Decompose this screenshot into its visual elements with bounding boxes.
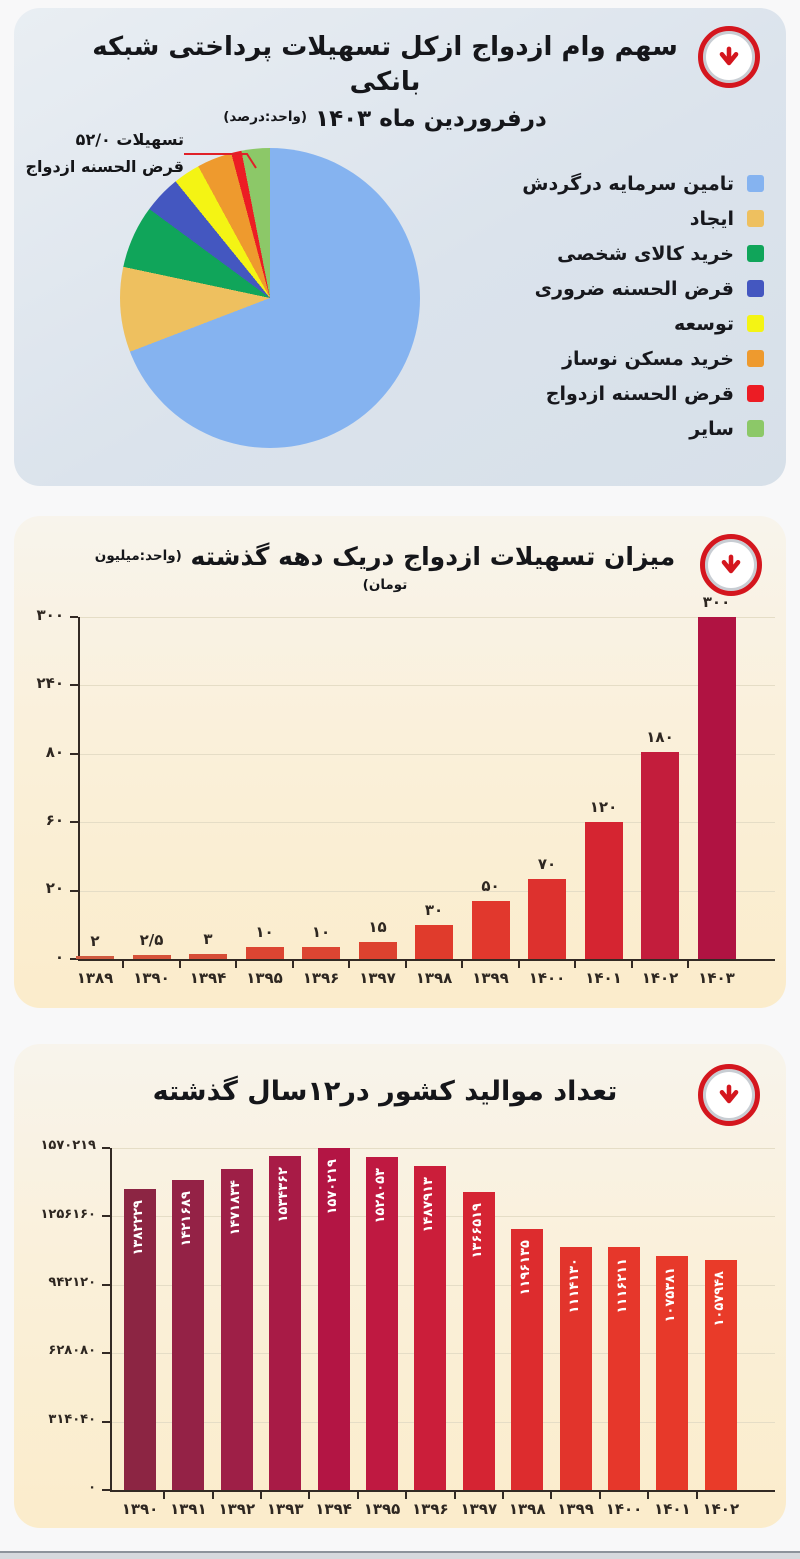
bar-value-label: ۱۰۷۵۳۸۱	[663, 1266, 679, 1323]
bar	[528, 879, 566, 959]
bar-value-label: ۳۰	[424, 900, 444, 919]
legend-item	[522, 306, 764, 341]
x-axis-tick	[647, 1492, 649, 1499]
legend-item	[522, 271, 764, 306]
x-axis-line	[78, 959, 775, 961]
legend-swatch	[747, 210, 764, 227]
x-axis-tick	[405, 961, 407, 968]
y-axis-tick	[102, 1489, 110, 1491]
legend-label: قرض الحسنه ضروری	[534, 277, 734, 300]
pie-annotation-value: ۵۲/۰	[75, 130, 111, 149]
legend-swatch	[747, 350, 764, 367]
legend-label: توسعه	[674, 312, 734, 335]
x-tick-label: ۱۴۰۲	[641, 969, 679, 987]
x-tick-label: ۱۳۹۸	[508, 1500, 546, 1518]
x-axis-tick	[687, 961, 689, 968]
bar	[415, 925, 453, 959]
bar	[246, 947, 284, 959]
legend-item	[522, 411, 764, 446]
x-axis-line	[110, 1490, 775, 1492]
bar	[641, 752, 679, 959]
loans-bar-chart	[14, 516, 786, 1008]
bar	[189, 954, 227, 959]
bar-value-label: ۲/۵	[139, 930, 164, 949]
circled-down-arrow-icon	[698, 26, 760, 88]
x-tick-label: ۱۴۰۱	[654, 1500, 691, 1518]
x-tick-label: ۱۳۹۶	[302, 969, 340, 987]
x-axis-tick	[308, 1492, 310, 1499]
x-tick-label: ۱۳۹۰	[121, 1500, 159, 1518]
x-tick-label: ۱۴۰۲	[702, 1500, 740, 1518]
bar-value-label: ۲	[90, 931, 100, 950]
y-tick-label: ۶۲۸۰۸۰	[48, 1343, 96, 1359]
y-axis-tick	[102, 1215, 110, 1217]
bar	[359, 942, 397, 959]
x-axis-tick	[357, 1492, 359, 1499]
x-tick-label: ۱۳۹۴	[189, 969, 227, 987]
x-tick-label: ۱۳۹۸	[415, 969, 453, 987]
x-tick-label: ۱۳۹۹	[472, 969, 509, 987]
x-tick-label: ۱۳۹۳	[266, 1500, 304, 1518]
pie-annotation-line1: تسهیلات ۵۲/۰	[75, 130, 184, 149]
births-section-panel	[14, 1044, 786, 1528]
bar	[302, 947, 340, 959]
gridline	[110, 1148, 775, 1149]
legend-label: سایر	[689, 417, 734, 440]
pie-legend	[522, 166, 764, 446]
legend-swatch	[747, 245, 764, 262]
bar	[133, 955, 171, 959]
loans-section-panel	[14, 516, 786, 1008]
bar-value-label: ۵۰	[481, 876, 500, 895]
y-axis-tick	[70, 684, 78, 686]
legend-swatch	[747, 315, 764, 332]
y-axis-tick	[70, 890, 78, 892]
bar-value-label: ۱۵	[368, 917, 387, 936]
legend-swatch	[747, 385, 764, 402]
x-tick-label: ۱۴۰۰	[605, 1500, 643, 1518]
x-axis-tick	[599, 1492, 601, 1499]
y-tick-label: ۹۴۲۱۲۰	[48, 1275, 96, 1291]
x-axis-tick	[518, 961, 520, 968]
loans-title: میزان تسهیلات ازدواج دریک دهه گذشته $^{(واحد:میلیون تومان)}$	[94, 542, 676, 593]
legend-swatch	[747, 175, 764, 192]
births-title: تعداد موالید کشور در۱۲سال گذشته	[152, 1076, 618, 1107]
x-axis-tick	[235, 961, 237, 968]
x-axis-tick	[260, 1492, 262, 1499]
bar-value-label: ۱۴۷۱۸۳۴	[227, 1180, 243, 1236]
bar-value-label: ۱۱۹۶۱۳۵	[518, 1240, 534, 1297]
pie-unit: (واحد:درصد)	[223, 109, 308, 126]
bar	[76, 956, 114, 959]
y-axis-line	[110, 1148, 112, 1492]
y-axis-tick	[102, 1147, 110, 1149]
y-tick-label: ۰	[88, 1480, 96, 1496]
x-tick-label: ۱۳۹۵	[363, 1500, 401, 1518]
bar-value-label: ۳	[203, 929, 213, 948]
bar-value-label: ۱۵۳۴۳۶۲	[276, 1166, 292, 1223]
x-tick-label: ۱۴۰۳	[698, 969, 735, 987]
legend-item	[522, 376, 764, 411]
bar	[585, 822, 623, 959]
pie-annotation	[22, 126, 184, 180]
pie-chart	[120, 148, 420, 448]
legend-label: قرض الحسنه ازدواج	[545, 382, 734, 405]
x-axis-tick	[574, 961, 576, 968]
legend-item	[522, 341, 764, 376]
x-axis-tick	[461, 961, 463, 968]
y-axis-tick	[70, 821, 78, 823]
pie-section-panel	[14, 8, 786, 486]
legend-label: خرید کالای شخصی	[557, 242, 734, 265]
y-axis-tick	[70, 753, 78, 755]
x-tick-label: ۱۳۹۶	[412, 1500, 449, 1518]
x-tick-label: ۱۳۹۲	[218, 1500, 256, 1518]
bar-value-label: ۳۰۰	[702, 593, 731, 611]
legend-label: خرید مسکن نوساز	[562, 347, 734, 370]
bar-value-label: ۱۰	[311, 923, 331, 942]
y-axis-tick	[102, 1352, 110, 1354]
legend-label: ایجاد	[689, 207, 734, 230]
loans-unit: (واحد:میلیون تومان)	[94, 548, 408, 593]
bar-value-label: ۱۰۵۷۹۴۸	[711, 1270, 727, 1327]
y-tick-label: ۱۵۷۰۲۱۹	[40, 1138, 96, 1154]
births-bar-chart	[14, 1044, 786, 1528]
y-tick-label: ۳۰۰	[36, 605, 64, 624]
legend-label: تامین سرمایه درگردش	[522, 172, 734, 195]
bar-value-label: ۱۳۸۲۲۲۹	[131, 1199, 146, 1256]
x-axis-tick	[212, 1492, 214, 1499]
y-axis-tick	[102, 1284, 110, 1286]
x-tick-label: ۱۳۹۱	[170, 1500, 207, 1518]
x-axis-tick	[696, 1492, 698, 1499]
bar-value-label: ۱۰	[255, 923, 274, 942]
x-tick-label: ۱۳۹۹	[557, 1500, 594, 1518]
x-axis-tick	[631, 961, 633, 968]
x-tick-label: ۱۳۸۹	[76, 969, 114, 987]
legend-item	[522, 201, 764, 236]
y-axis-line	[78, 617, 80, 961]
y-tick-label: ۰	[54, 947, 64, 966]
x-axis-tick	[454, 1492, 456, 1499]
x-axis-tick	[348, 961, 350, 968]
x-tick-label: ۱۴۰۰	[528, 969, 566, 987]
y-axis-tick	[102, 1421, 110, 1423]
gridline	[78, 685, 775, 686]
x-axis-tick	[502, 1492, 504, 1499]
x-tick-label: ۱۳۹۴	[315, 1500, 352, 1518]
pie-annotation-line2: قرض الحسنه ازدواج	[25, 157, 184, 177]
bar-value-label: ۱۲۰	[589, 798, 618, 817]
bar-value-label: ۱۸۰	[646, 728, 674, 747]
gridline	[78, 617, 775, 618]
pie-title-line1: سهم وام ازدواج ازکل تسهیلات پرداختی شبکه بانکی	[92, 32, 678, 98]
x-axis-tick	[405, 1492, 407, 1499]
bar	[698, 617, 736, 959]
y-tick-label: ۸۰	[45, 742, 64, 761]
y-tick-label: ۳۱۴۰۴۰	[48, 1411, 96, 1427]
legend-swatch	[747, 280, 764, 297]
x-tick-label: ۱۳۹۷	[359, 969, 396, 987]
x-tick-label: ۱۳۹۷	[460, 1500, 498, 1518]
legend-item	[522, 166, 764, 201]
legend-swatch	[747, 420, 764, 437]
bar-value-label: ۱۵۲۸۰۵۳	[373, 1168, 388, 1224]
bar-value-label: ۱۱۱۴۱۳۰	[566, 1258, 582, 1314]
bar-value-label: ۱۳۶۶۵۱۹	[469, 1203, 485, 1259]
bar-value-label: ۱۴۲۱۶۸۹	[179, 1191, 195, 1247]
x-tick-label: ۱۴۰۱	[585, 969, 622, 987]
legend-item	[522, 236, 764, 271]
bar-value-label: ۱۴۸۷۹۱۳	[421, 1176, 437, 1233]
y-tick-label: ۶۰	[45, 810, 64, 829]
bar-value-label: ۱۵۷۰۲۱۹	[324, 1159, 340, 1215]
x-axis-tick	[179, 961, 181, 968]
x-tick-label: ۱۳۹۵	[246, 969, 283, 987]
x-tick-label: ۱۳۹۰	[133, 969, 170, 987]
x-axis-tick	[163, 1492, 165, 1499]
bar	[472, 901, 510, 959]
x-axis-tick	[122, 961, 124, 968]
bar-value-label: ۷۰	[537, 854, 557, 873]
bar-value-label: ۱۱۱۶۲۱۱	[615, 1257, 630, 1314]
y-tick-label: ۱۲۵۶۱۶۰	[40, 1206, 96, 1222]
x-axis-tick	[550, 1492, 552, 1499]
pie-title-line2: درفروردین ماه ۱۴۰۳ $^{(واحد:درصد)}$	[223, 106, 547, 133]
bottom-strip	[0, 1551, 800, 1559]
x-axis-tick	[292, 961, 294, 968]
y-axis-tick	[70, 616, 78, 618]
y-tick-label: ۲۰	[45, 879, 64, 898]
y-tick-label: ۲۴۰	[36, 674, 64, 693]
